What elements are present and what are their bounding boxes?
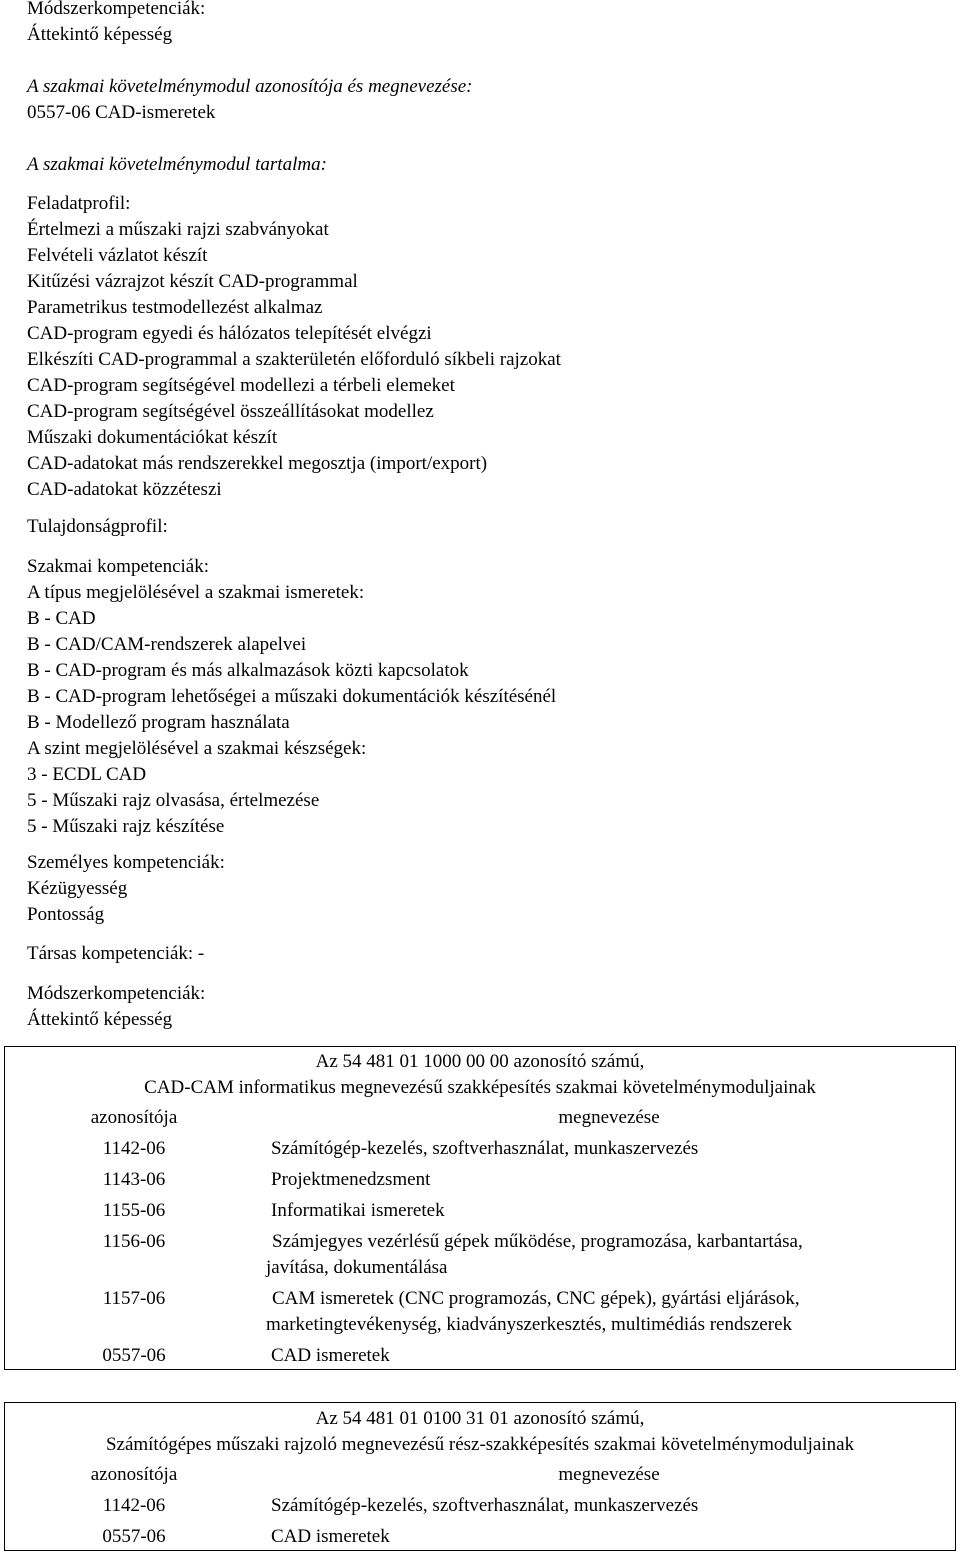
task-item: Elkészíti CAD-programmal a szakterületén előforduló síkbeli rajzokat xyxy=(27,349,561,370)
table1-col-id: azonosítója xyxy=(90,1107,178,1128)
row-name: Informatikai ismeretek xyxy=(271,1200,445,1221)
task-item: CAD-adatokat közzéteszi xyxy=(27,479,222,500)
task-item: CAD-program segítségével modellezi a térbeli elemeket xyxy=(27,375,455,396)
row-id: 0557-06 xyxy=(102,1345,166,1366)
row-id: 1142-06 xyxy=(102,1138,166,1159)
row-name xyxy=(263,1224,956,1281)
table1-col-name: megnevezése xyxy=(558,1107,660,1128)
row-name-line2: marketingtevékenység, kiadványszerkesztés, multimédiás rendszerek xyxy=(266,1314,792,1335)
table-row xyxy=(5,1193,956,1224)
method-competences xyxy=(27,981,205,1033)
social-title: Társas kompetenciák: - xyxy=(27,943,205,964)
table-row xyxy=(5,1224,956,1281)
module-id-label: A szakmai követelménymodul azonosítója és megnevezése: xyxy=(27,76,473,97)
table1-caption-line1: Az 54 481 01 1000 00 00 azonosító számú, xyxy=(315,1051,645,1072)
module-content-label: A szakmai követelménymodul tartalma: xyxy=(27,154,327,175)
method-competence-title: Módszerkompetenciák: xyxy=(27,0,206,19)
row-name: CAD ismeretek xyxy=(271,1345,390,1366)
row-name-line2: javítása, dokumentálása xyxy=(266,1257,448,1278)
row-name xyxy=(263,1281,956,1338)
skill-item: 3 - ECDL CAD xyxy=(27,764,147,785)
property-profile-title: Tulajdonságprofil: xyxy=(27,516,168,537)
module-id-value: 0557-06 CAD-ismeretek xyxy=(27,102,216,123)
table2-caption-line1: Az 54 481 01 0100 31 01 azonosító számú, xyxy=(315,1408,645,1429)
skills-label: A szint megjelölésével a szakmai készségek: xyxy=(27,738,367,759)
knowledge-item: B - CAD-program lehetőségei a műszaki dokumentációk készítésénél xyxy=(27,686,557,707)
task-item: Parametrikus testmodellezést alkalmaz xyxy=(27,297,323,318)
modules-table-2 xyxy=(4,1402,956,1551)
table-row xyxy=(5,1488,956,1519)
row-name: Projektmenedzsment xyxy=(271,1169,431,1190)
table-row xyxy=(5,1131,956,1162)
row-id: 1156-06 xyxy=(102,1231,166,1252)
method-item: Áttekintő képesség xyxy=(27,1009,173,1030)
top-section xyxy=(27,0,205,48)
skill-item: 5 - Műszaki rajz olvasása, értelmezése xyxy=(27,790,320,811)
social-competences xyxy=(27,941,204,967)
row-name-line1: Számjegyes vezérlésű gépek működése, programozása, karbantartása, xyxy=(272,1231,803,1252)
table1-caption-line2: CAD-CAM informatikus megnevezésű szakképesítés szakmai követelménymoduljainak xyxy=(144,1077,816,1098)
task-profile-title: Feladatprofil: xyxy=(27,193,131,214)
table2-col-name: megnevezése xyxy=(558,1464,660,1485)
personal-item: Kézügyesség xyxy=(27,878,128,899)
table-row xyxy=(5,1338,956,1370)
knowledge-item: B - CAD/CAM-rendszerek alapelvei xyxy=(27,634,307,655)
knowledge-item: B - Modellező program használata xyxy=(27,712,290,733)
knowledge-label: A típus megjelölésével a szakmai ismeretek: xyxy=(27,582,365,603)
personal-title: Személyes kompetenciák: xyxy=(27,852,225,873)
professional-competences xyxy=(27,554,556,840)
table2-col-id: azonosítója xyxy=(90,1464,178,1485)
property-profile xyxy=(27,514,168,540)
personal-competences xyxy=(27,850,225,928)
table2-caption xyxy=(5,1403,956,1459)
task-item: CAD-adatokat más rendszerekkel megosztja (import/export) xyxy=(27,453,488,474)
row-id: 0557-06 xyxy=(102,1526,166,1547)
modules-table-1 xyxy=(4,1046,956,1370)
module-header xyxy=(27,74,473,178)
task-item: Értelmezi a műszaki rajzi szabványokat xyxy=(27,219,329,240)
table-row xyxy=(5,1162,956,1193)
row-name: Számítógép-kezelés, szoftverhasználat, munkaszervezés xyxy=(271,1138,699,1159)
table1-caption xyxy=(5,1047,956,1102)
table-row xyxy=(5,1281,956,1338)
skill-item: 5 - Műszaki rajz készítése xyxy=(27,816,225,837)
task-item: CAD-program segítségével összeállításokat modellez xyxy=(27,401,434,422)
knowledge-item: B - CAD-program és más alkalmazások közti kapcsolatok xyxy=(27,660,469,681)
row-name: Számítógép-kezelés, szoftverhasználat, munkaszervezés xyxy=(271,1495,699,1516)
row-id: 1155-06 xyxy=(102,1200,166,1221)
task-item: Kitűzési vázrajzot készít CAD-programmal xyxy=(27,271,358,292)
professional-title: Szakmai kompetenciák: xyxy=(27,556,210,577)
task-item: Műszaki dokumentációkat készít xyxy=(27,427,278,448)
method-title: Módszerkompetenciák: xyxy=(27,983,206,1004)
row-id: 1157-06 xyxy=(102,1288,166,1309)
row-id: 1143-06 xyxy=(102,1169,166,1190)
row-name-line1: CAM ismeretek (CNC programozás, CNC gépek), gyártási eljárások, xyxy=(272,1288,800,1309)
table2-caption-line2: Számítógépes műszaki rajzoló megnevezésű rész-szakképesítés szakmai követelménymoduljainak xyxy=(105,1434,855,1455)
method-competence-item: Áttekintő képesség xyxy=(27,24,173,45)
row-name: CAD ismeretek xyxy=(271,1526,390,1547)
knowledge-item: B - CAD xyxy=(27,608,96,629)
personal-item: Pontosság xyxy=(27,904,105,925)
task-item: Felvételi vázlatot készít xyxy=(27,245,208,266)
row-id: 1142-06 xyxy=(102,1495,166,1516)
task-item: CAD-program egyedi és hálózatos telepítését elvégzi xyxy=(27,323,432,344)
task-profile xyxy=(27,191,561,503)
table-row xyxy=(5,1519,956,1551)
